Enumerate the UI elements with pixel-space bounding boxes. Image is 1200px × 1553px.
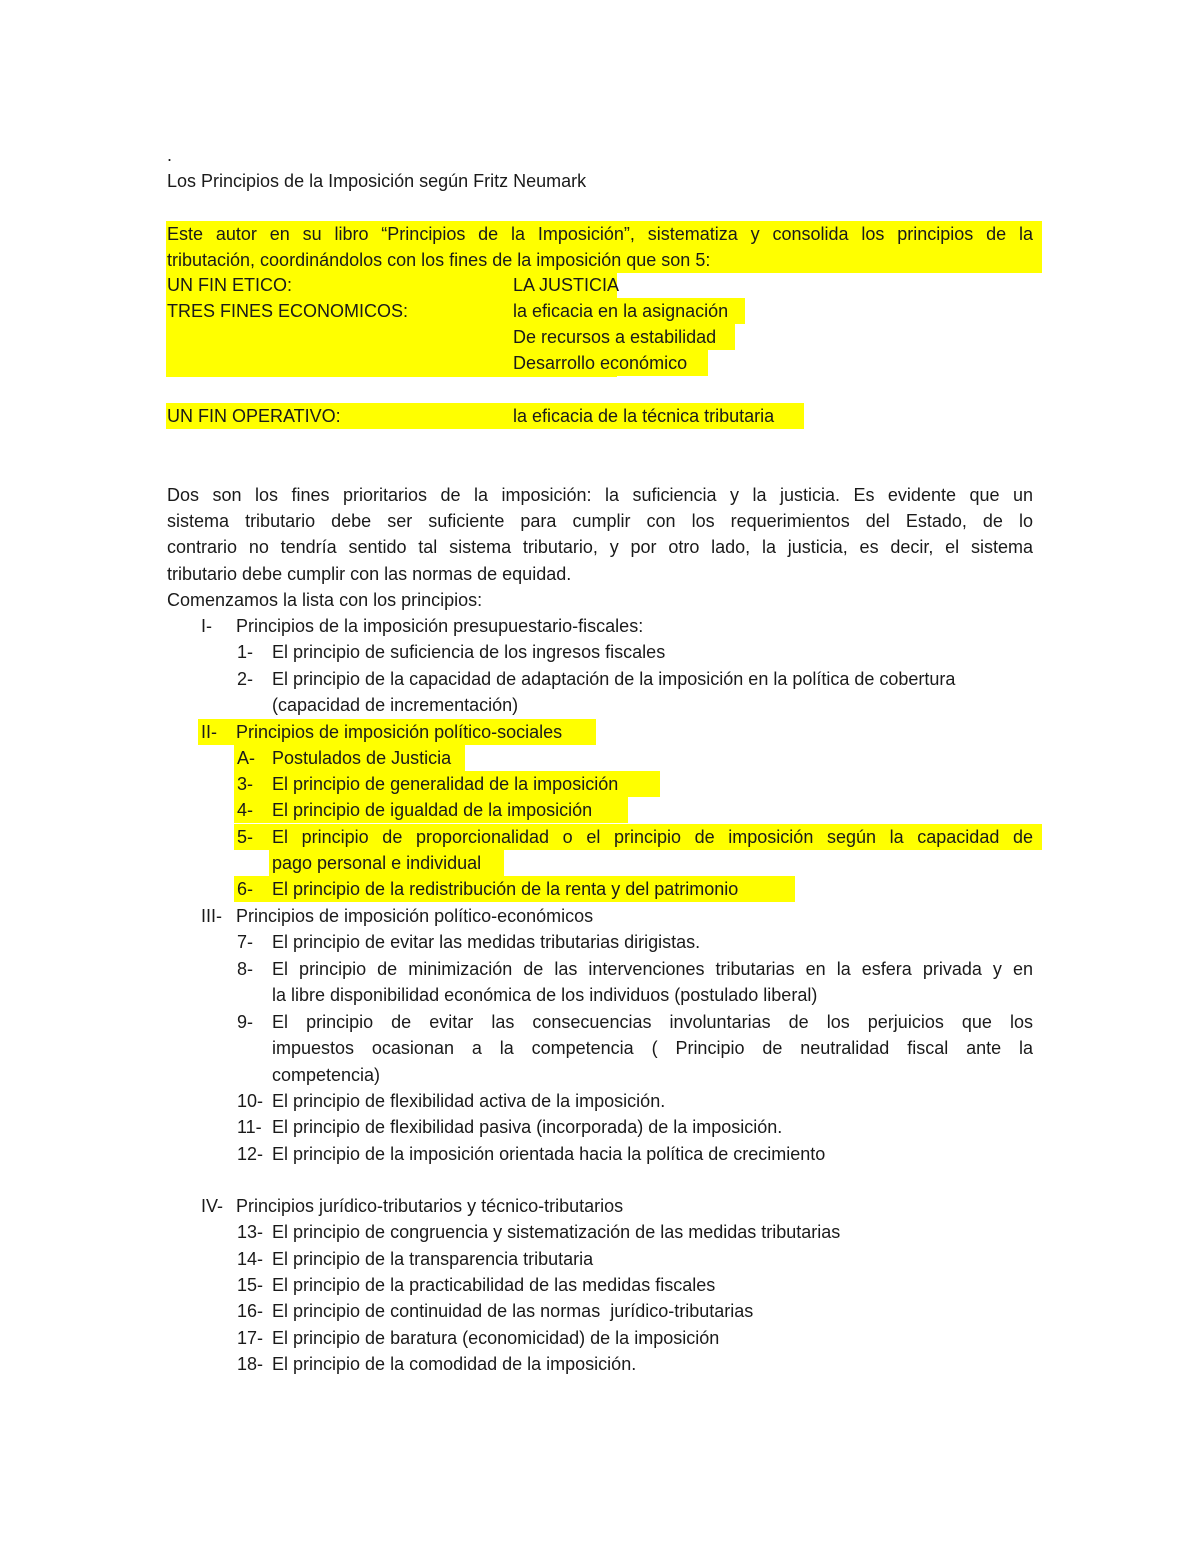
item-11-marker: 11- [237, 1117, 262, 1137]
section-3-marker: III- [201, 906, 222, 926]
section-3-title: Principios de imposición político-económicos [236, 906, 594, 926]
paragraph-line-3: contrario no tendría sentido tal sistema tributario, y por otro lado, la justicia, es decir, el sistema [167, 537, 1033, 557]
item-13-text: El principio de congruencia y sistematización de las medidas tributarias [272, 1222, 841, 1242]
paragraph-line-4: tributario debe cumplir con las normas de equidad. [167, 564, 572, 584]
item-14-marker: 14- [237, 1249, 264, 1269]
intro-line-1: Este autor en su libro “Principios de la Imposición”, sistematiza y consolida los principios de la [167, 224, 1033, 244]
leading-dot: . [167, 145, 173, 165]
item-12-marker: 12- [237, 1144, 264, 1164]
fin-etico-value: LA JUSTICIA [513, 275, 620, 295]
item-17-text: El principio de baratura (economicidad) de la imposición [272, 1328, 720, 1348]
section-1-title: Principios de la imposición presupuestario-fiscales: [236, 616, 644, 636]
item-17-marker: 17- [237, 1328, 264, 1348]
item-9-marker: 9- [237, 1012, 254, 1032]
section-1-marker: I- [201, 616, 212, 636]
item-4-marker: 4- [237, 800, 254, 820]
item-15-text: El principio de la practicabilidad de las medidas fiscales [272, 1275, 716, 1295]
item-8-text-2: la libre disponibilidad económica de los individuos (postulado liberal) [272, 985, 818, 1005]
item-3-marker: 3- [237, 774, 254, 794]
section-2-marker: II- [201, 722, 217, 742]
item-13-marker: 13- [237, 1222, 264, 1242]
fin-operativo-label: UN FIN OPERATIVO: [167, 406, 341, 426]
fines-economicos-label: TRES FINES ECONOMICOS: [167, 301, 409, 321]
item-a-marker: A- [237, 748, 255, 768]
paragraph-line-1: Dos son los fines prioritarios de la imposición: la suficiencia y la justicia. Es evidente que un [167, 485, 1033, 505]
fin-etico-label: UN FIN ETICO: [167, 275, 292, 295]
item-5-text-2: pago personal e individual [272, 853, 482, 873]
item-2-marker: 2- [237, 669, 254, 689]
list-intro: Comenzamos la lista con los principios: [167, 590, 483, 610]
section-4-title: Principios jurídico-tributarios y técnico-tributarios [236, 1196, 624, 1216]
fin-economico-3: Desarrollo económico [513, 353, 688, 373]
item-5-marker: 5- [237, 827, 254, 847]
item-1-text: El principio de suficiencia de los ingresos fiscales [272, 642, 666, 662]
item-6-text: El principio de la redistribución de la renta y del patrimonio [272, 879, 739, 899]
fin-operativo-value: la eficacia de la técnica tributaria [513, 406, 775, 426]
item-8-marker: 8- [237, 959, 254, 979]
document-title: Los Principios de la Imposición según Fritz Neumark [167, 171, 587, 191]
item-4-text: El principio de igualdad de la imposición [272, 800, 593, 820]
item-18-text: El principio de la comodidad de la imposición. [272, 1354, 637, 1374]
item-10-text: El principio de flexibilidad activa de la imposición. [272, 1091, 666, 1111]
item-5-text-1: El principio de proporcionalidad o el principio de imposición según la capacidad de [272, 827, 1033, 847]
item-9-text-3: competencia) [272, 1065, 381, 1085]
fin-economico-2: De recursos a estabilidad [513, 327, 717, 347]
item-11-text: El principio de flexibilidad pasiva (incorporada) de la imposición. [272, 1117, 783, 1137]
item-12-text: El principio de la imposición orientada hacia la política de crecimiento [272, 1144, 826, 1164]
item-3-text: El principio de generalidad de la imposición [272, 774, 619, 794]
item-2-text-1: El principio de la capacidad de adaptación de la imposición en la política de cobertura [272, 669, 956, 689]
item-16-marker: 16- [237, 1301, 264, 1321]
item-14-text: El principio de la transparencia tributaria [272, 1249, 594, 1269]
item-9-text-1: El principio de evitar las consecuencias involuntarias de los perjuicios que los [272, 1012, 1033, 1032]
item-8-text-1: El principio de minimización de las intervenciones tributarias en la esfera privada y en [272, 959, 1033, 979]
item-9-text-2: impuestos ocasionan a la competencia ( Principio de neutralidad fiscal ante la [272, 1038, 1033, 1058]
intro-line-2: tributación, coordinándolos con los fines de la imposición que son 5: [167, 250, 711, 270]
item-6-marker: 6- [237, 879, 254, 899]
item-7-text: El principio de evitar las medidas tributarias dirigistas. [272, 932, 701, 952]
item-1-marker: 1- [237, 642, 254, 662]
item-2-text-2: (capacidad de incrementación) [272, 695, 519, 715]
item-10-marker: 10- [237, 1091, 264, 1111]
item-16-text: El principio de continuidad de las normas jurídico-tributarias [272, 1301, 754, 1321]
item-7-marker: 7- [237, 932, 254, 952]
item-a-text: Postulados de Justicia [272, 748, 452, 768]
section-2-title: Principios de imposición político-sociales [236, 722, 563, 742]
paragraph-line-2: sistema tributario debe ser suficiente para cumplir con los requerimientos del Estado, de lo [167, 511, 1033, 531]
section-4-marker: IV- [201, 1196, 224, 1216]
fin-economico-1: la eficacia en la asignación [513, 301, 729, 321]
item-15-marker: 15- [237, 1275, 264, 1295]
item-18-marker: 18- [237, 1354, 264, 1374]
